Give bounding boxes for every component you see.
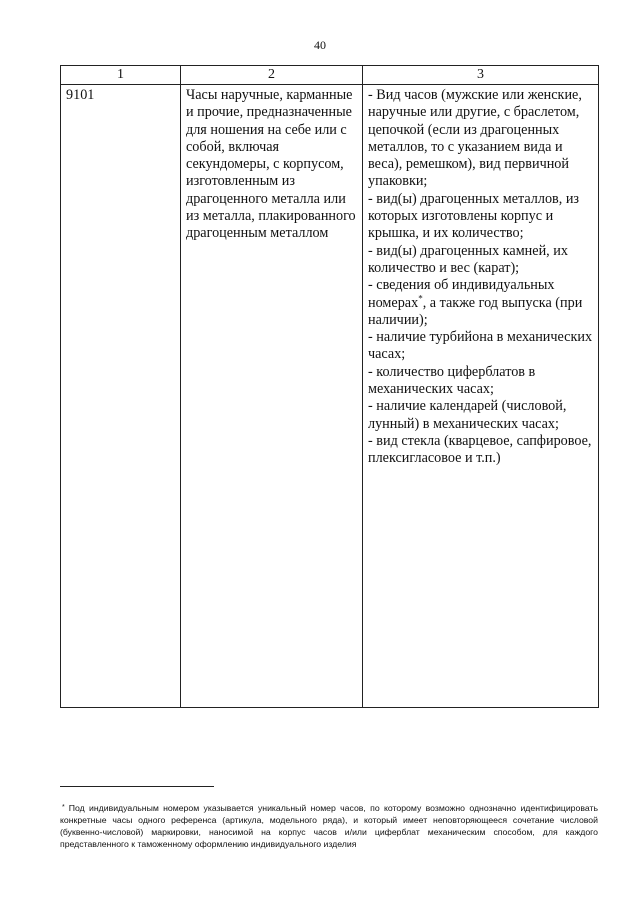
goods-description: Часы наручные, карманные и прочие, предназначенные для ношения на себе или с собой, включая секундомеры, с корпусом, изготовленным из драгоценного металла или из металла, плакированного драгоценным металлом	[186, 87, 356, 242]
table-row	[61, 85, 599, 708]
page-number: 40	[314, 38, 326, 52]
requirement-item: - Вид часов (мужские или женские, наручные или другие, с браслетом, цепочкой (если из драгоценных металлов, то с указанием вида и веса), ремешком), вид первичной упаковки;	[368, 87, 582, 190]
requirement-item: - количество циферблатов в механических часах;	[368, 363, 536, 398]
footnote-mark: *	[62, 804, 65, 811]
footnote-text: Под индивидуальным номером указывается уникальный номер часов, по которому возможно однозначно идентифицировать конкретные часы одного референса (артикула, модельного ряда), и который имеет неповторяющееся сочетание числовой (буквенно-числовой) маркировки, наносимой на корпус часов и/или циферблат механическим способом, для каждого представленного к таможенному оформлению индивидуального изделия	[60, 803, 598, 849]
tariff-code: 9101	[66, 87, 95, 103]
requirement-item: - вид(ы) драгоценных металлов, из которых изготовлены корпус и крышка, и их количество;	[368, 190, 580, 242]
footnote	[60, 802, 598, 850]
description-cell	[181, 85, 363, 708]
serial-text-end: , а также год выпуска (при наличии);	[368, 294, 583, 328]
customs-table	[60, 65, 599, 708]
footnote-reference: *	[418, 292, 423, 303]
requirement-item: - наличие турбийона в механических часах;	[368, 329, 593, 363]
code-cell	[61, 85, 181, 708]
requirement-item: - наличие календарей (числовой, лунный) в механических часах;	[368, 398, 567, 432]
table-header-row	[61, 66, 599, 85]
requirement-item: - вид стекла (кварцевое, сапфировое, плексигласовое и т.п.)	[368, 432, 592, 467]
column-header-2: 2	[181, 66, 363, 85]
footnote-divider	[60, 786, 214, 787]
requirement-item-serial	[368, 277, 594, 329]
column-header-3: 3	[363, 66, 599, 85]
requirements-cell	[363, 85, 599, 708]
column-header-1: 1	[61, 66, 181, 85]
requirement-item: - вид(ы) драгоценных камней, их количество и вес (карат);	[368, 242, 568, 276]
serial-text-start: - сведения об индивидуальных номерах	[368, 277, 555, 311]
